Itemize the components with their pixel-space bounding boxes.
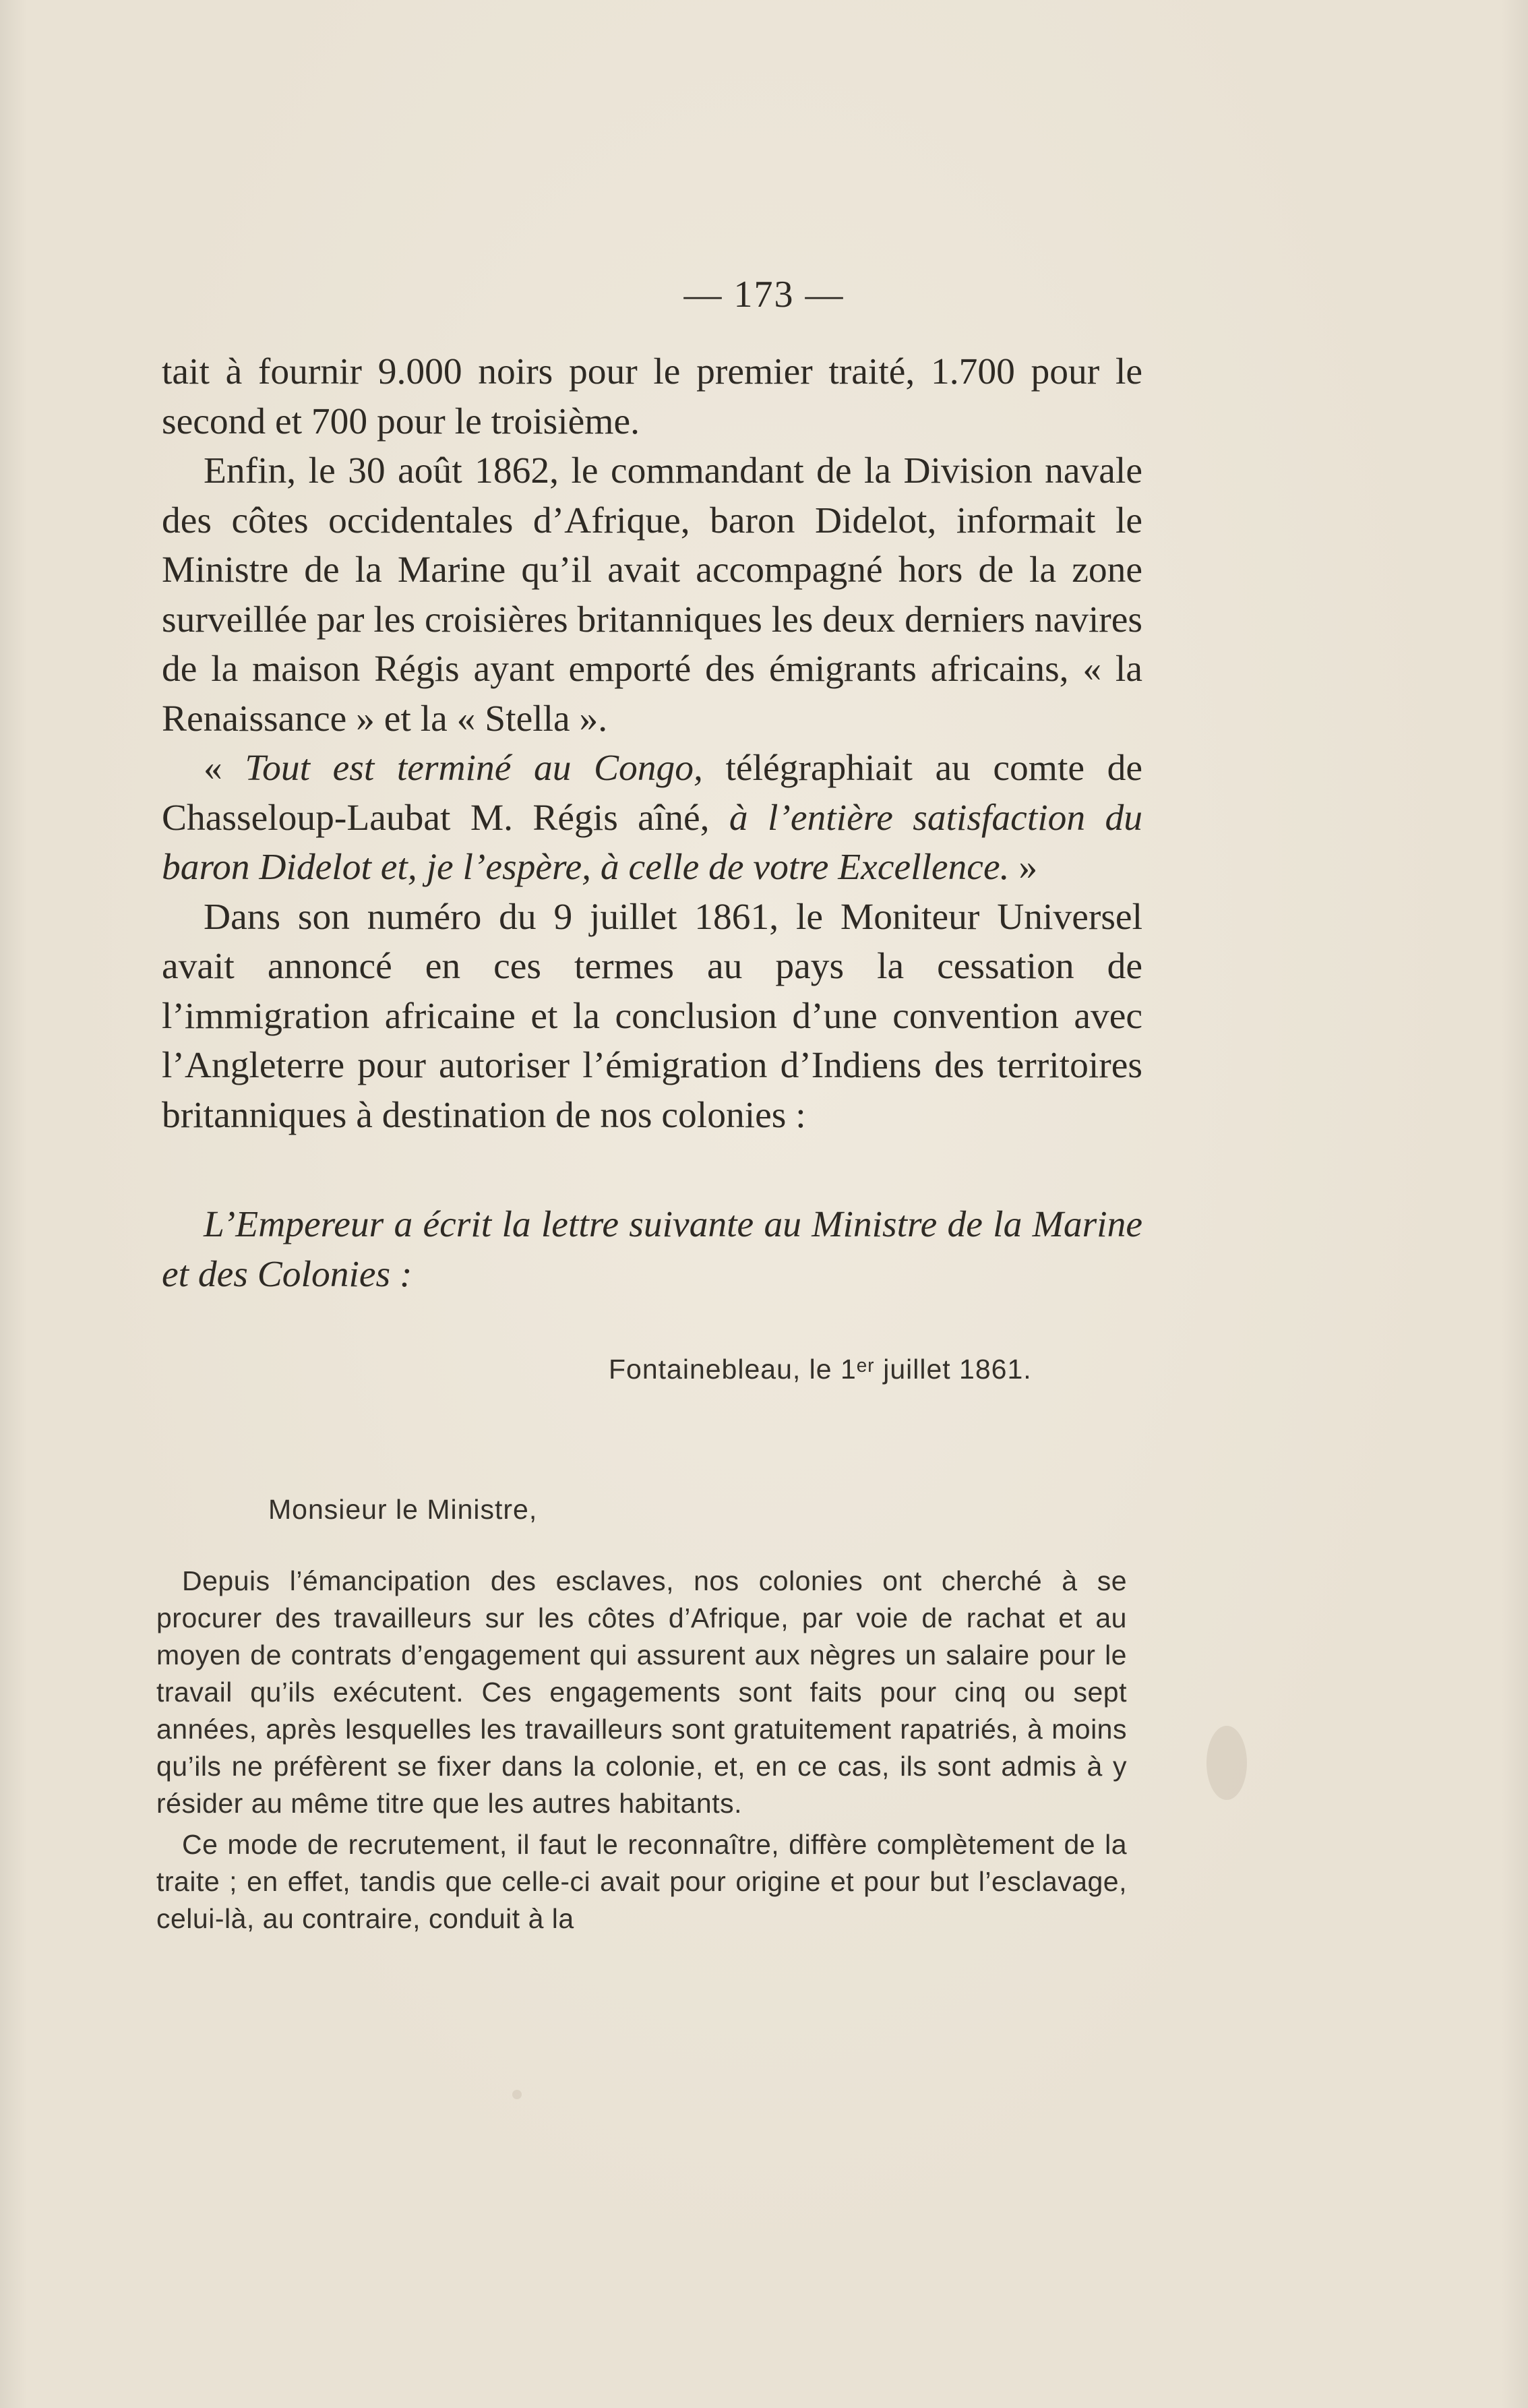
- telegram-open-quote: «: [204, 748, 245, 789]
- paragraph-continuation: tait à fournir 9.000 noirs pour le premier traité, 1.700 pour le second et 700 pour le troisième.: [162, 351, 1142, 442]
- letter-body: [156, 1563, 1127, 1942]
- main-text: [162, 347, 1142, 1140]
- letter-paragraph: Ce mode de recrutement, il faut le reconnaître, diffère complètement de la traite ; en effet, tandis que celle-ci avait pour origine et pour but l’esclavage, celui-là, au contraire, conduit à la: [156, 1829, 1127, 1934]
- telegram-roman-1: télégraphiait au comte de Chasseloup-Laubat M. Régis aîné,: [162, 748, 1142, 839]
- paragraph-moniteur: Dans son numéro du 9 juillet 1861, le Moniteur Universel avait annoncé en ces termes au pays la cessation de l’immigration africaine et la conclusion d’une convention avec l’Angleterre pour autoriser l’émigration d’Indiens des territoires britanniques à destination de nos colonies :: [162, 896, 1142, 1136]
- letter-salutation: Monsieur le Ministre,: [268, 1494, 538, 1525]
- letter-place-date: Fontainebleau, le 1ᵉʳ juillet 1861.: [609, 1354, 1032, 1385]
- paper-stain: [1206, 1726, 1247, 1800]
- paragraph-telegram: [162, 744, 1142, 893]
- paragraph-didelot: Enfin, le 30 août 1862, le commandant de la Division navale des côtes occidentales d’Afrique, baron Didelot, informait le Ministre de la Marine qu’il avait accompagné hors de la zone surveillée par les croisières britanniques les deux derniers navires de la maison Régis ayant emporté des émigrants africains, « la Renaissance » et la « Stella ».: [162, 450, 1142, 740]
- paper-stain: [512, 2090, 522, 2099]
- telegram-italic-1: Tout est terminé au Congo,: [245, 748, 703, 789]
- telegram-close-quote: »: [1009, 847, 1038, 888]
- telegram-italic-2: à l’entière satisfaction du baron Didelot et, je l’espère, à celle de votre Excellence.: [162, 797, 1143, 888]
- quote-heading: L’Empereur a écrit la lettre suivante au Ministre de la Marine et des Colonies :: [162, 1204, 1142, 1295]
- letter-paragraph: Depuis l’émancipation des esclaves, nos colonies ont cherché à se procurer des travailleurs sur les côtes d’Afrique, par voie de rachat et au moyen de contrats d’engagement qui assurent aux nègres un salaire pour le travail qu’ils exécutent. Ces engagements sont faits pour cinq ou sept années, après lesquelles les travailleurs sont gratuitement rapatriés, à moins qu’ils ne préfèrent se fixer dans la colonie, et, en ce cas, ils sont admis à y résider au même titre que les autres habitants.: [156, 1565, 1127, 1819]
- page-number: — 173 —: [683, 274, 845, 315]
